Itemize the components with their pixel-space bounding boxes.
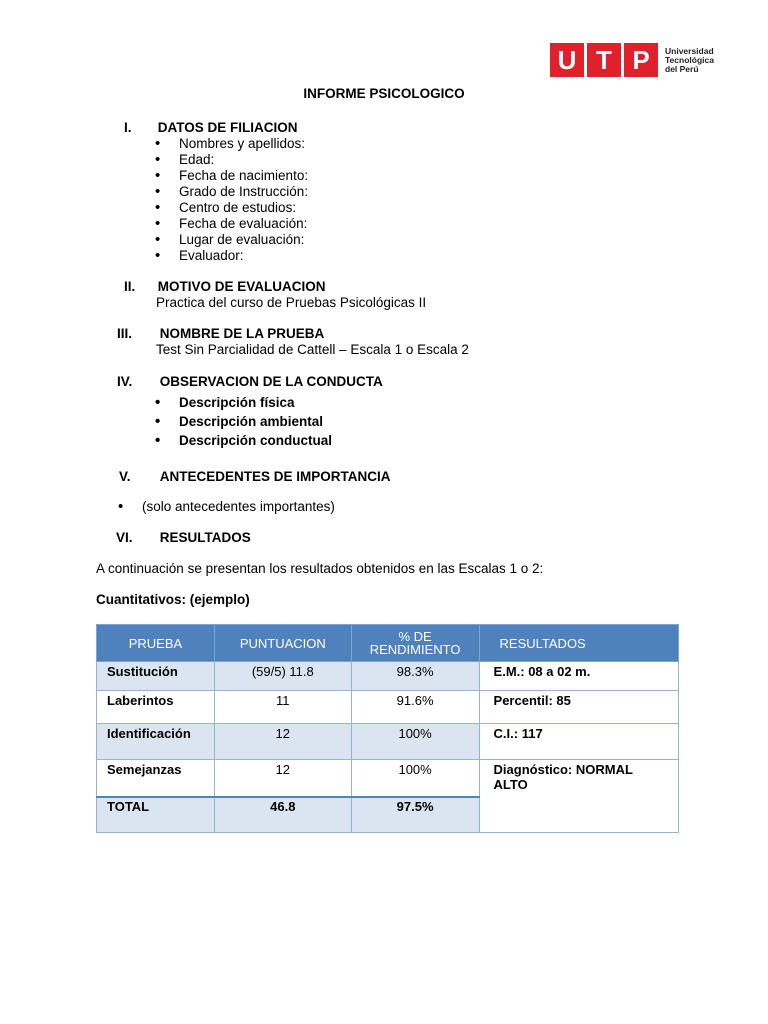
section-number: III.: [117, 326, 133, 341]
cell-prueba: Identificación: [97, 724, 215, 760]
cell-puntuacion: 12: [214, 760, 351, 797]
header-resultados: RESULTADOS: [479, 625, 678, 662]
section-title: MOTIVO DE EVALUACION: [157, 279, 326, 294]
cell-prueba: Laberintos: [97, 691, 215, 724]
logo-letter-p: P: [621, 43, 658, 77]
cell-rendimiento: 100%: [351, 724, 479, 760]
cell-rendimiento: 98.3%: [351, 662, 479, 691]
section-observacion: [117, 374, 383, 390]
observacion-list: [155, 393, 332, 450]
cell-puntuacion: (59/5) 11.8: [214, 662, 351, 691]
cell-total-label: TOTAL: [97, 797, 215, 833]
header-puntuacion: PUNTUACION: [214, 625, 351, 662]
logo-letter-u: U: [557, 44, 577, 75]
cell-puntuacion: 12: [214, 724, 351, 760]
cell-resultado: E.M.: 08 a 02 m.: [479, 662, 678, 691]
section-resultados: [116, 530, 251, 546]
list-item: • Fecha de evaluación:: [155, 216, 308, 232]
list-item: • Lugar de evaluación:: [155, 232, 308, 248]
cell-rendimiento: 100%: [351, 760, 479, 797]
list-item: • (solo antecedentes importantes): [118, 499, 335, 515]
section-title: NOMBRE DE LA PRUEBA: [159, 326, 325, 341]
list-item: • Centro de estudios:: [155, 200, 308, 216]
antecedentes-list: [118, 499, 335, 515]
cell-resultado: C.I.: 117: [479, 724, 678, 760]
list-item: • Nombres y apellidos:: [155, 136, 308, 152]
section-text: Practica del curso de Pruebas Psicológicas II: [156, 295, 427, 310]
logo-letters: [550, 43, 658, 77]
cell-prueba: Semejanzas: [97, 760, 215, 797]
section-text: Test Sin Parcialidad de Cattell – Escala 1 o Escala 2: [156, 342, 469, 357]
table-row: [97, 662, 679, 691]
section-nombre-prueba: [117, 326, 469, 358]
logo-letter-t: T: [584, 43, 621, 77]
header-rendimiento: % DE RENDIMIENTO: [351, 625, 479, 662]
section-motivo: [124, 279, 426, 311]
list-item: • Descripción conductual: [155, 431, 332, 450]
section-number: V.: [119, 469, 131, 484]
cell-rendimiento: 91.6%: [351, 691, 479, 724]
quantitative-label: Cuantitativos: (ejemplo): [96, 592, 250, 607]
results-table: [96, 624, 679, 833]
section-title: ANTECEDENTES DE IMPORTANCIA: [159, 469, 391, 484]
section-number: IV.: [117, 374, 133, 389]
list-item: • Descripción física: [155, 393, 332, 412]
logo-university-name: Universidad Tecnológica del Perú: [665, 45, 714, 74]
cell-prueba: Sustitución: [97, 662, 215, 691]
section-title: DATOS DE FILIACION: [157, 120, 298, 135]
utp-logo: [550, 43, 714, 77]
list-item: • Grado de Instrucción:: [155, 184, 308, 200]
intro-text: A continuación se presentan los resultados obtenidos en las Escalas 1 o 2:: [96, 561, 544, 576]
section-title: OBSERVACION DE LA CONDUCTA: [159, 374, 383, 389]
table-row: [97, 691, 679, 724]
list-item: • Fecha de nacimiento:: [155, 168, 308, 184]
cell-resultado: Percentil: 85: [479, 691, 678, 724]
section-number: II.: [124, 279, 136, 294]
filiacion-list: [155, 136, 308, 264]
section-number: VI.: [116, 530, 133, 545]
cell-resultado: Diagnóstico: NORMAL ALTO: [479, 760, 678, 833]
section-antecedentes: [119, 469, 391, 485]
cell-puntuacion: 11: [214, 691, 351, 724]
cell-total-rendimiento: 97.5%: [351, 797, 479, 833]
list-item: • Edad:: [155, 152, 308, 168]
section-number: I.: [124, 120, 132, 135]
table-row: [97, 724, 679, 760]
section-title: RESULTADOS: [159, 530, 251, 545]
list-item: • Evaluador:: [155, 248, 308, 264]
list-item: • Descripción ambiental: [155, 412, 332, 431]
table-header-row: [97, 625, 679, 662]
section-datos-filiacion: [124, 120, 298, 136]
table-row: [97, 760, 679, 797]
header-prueba: PRUEBA: [97, 625, 215, 662]
document-title: INFORME PSICOLOGICO: [303, 86, 465, 101]
cell-total-puntuacion: 46.8: [214, 797, 351, 833]
